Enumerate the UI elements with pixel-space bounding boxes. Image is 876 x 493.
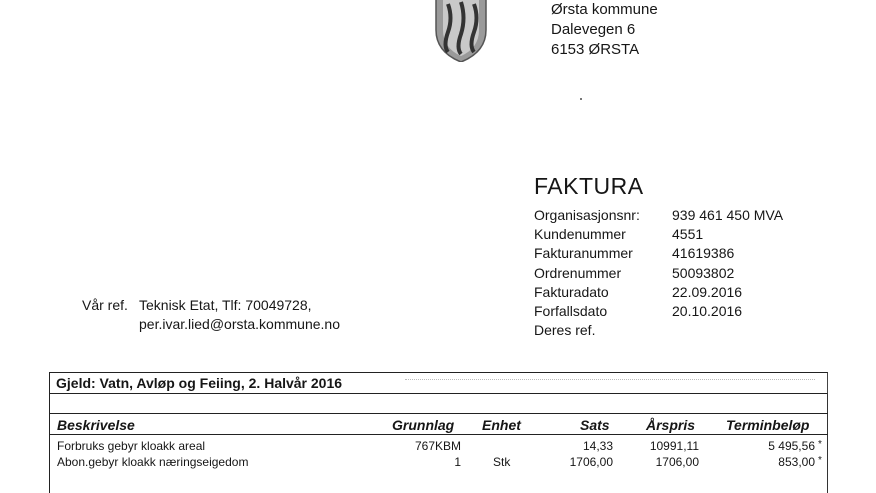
cell-sats: 1706,00 [569, 455, 613, 469]
cell-arspris: 1706,00 [655, 455, 699, 469]
cell-beskrivelse: Abon.gebyr kloakk næringseigedom [57, 455, 249, 469]
header-sats: Sats [580, 417, 610, 433]
cell-terminbelop: 853,00 [778, 455, 815, 469]
sender-name: Ørsta kommune [551, 1, 658, 18]
cell-enhet: Stk [493, 455, 511, 469]
sender-street: Dalevegen 6 [551, 21, 636, 38]
header-beskrivelse: Beskrivelse [57, 417, 135, 433]
sender-city: 6153 ØRSTA [551, 41, 640, 58]
cell-grunnlag: 767KBM [414, 439, 461, 453]
dotted-line [405, 379, 815, 380]
cell-arspris: 10991,11 [649, 439, 699, 453]
meta-value: 20.10.2016 [672, 302, 743, 319]
meta-value: 50093802 [672, 264, 735, 281]
meta-label: Fakturadato [534, 283, 609, 300]
meta-value: 939 461 450 MVA [672, 207, 784, 223]
meta-label: Deres ref. [534, 322, 596, 339]
cell-sats: 14,33 [582, 439, 613, 453]
reference-contact: Teknisk Etat, Tlf: 70049728, [139, 297, 312, 313]
scan-speck [580, 98, 582, 100]
cell-grunnlag: 1 [454, 455, 461, 469]
meta-label: Ordrenummer [534, 264, 622, 281]
header-terminbelop: Terminbeløp [726, 417, 810, 433]
meta-label: Forfallsdato [534, 302, 608, 319]
meta-label: Organisasjonsnr: [534, 207, 640, 223]
municipal-crest-logo [434, 0, 488, 62]
cell-mark: * [818, 455, 822, 466]
header-grunnlag: Grunnlag [392, 417, 455, 433]
meta-value: 41619386 [672, 245, 735, 262]
reference-email: per.ivar.lied@orsta.kommune.no [139, 316, 340, 332]
meta-label: Kundenummer [534, 226, 626, 243]
table-row [49, 455, 828, 470]
table-row [49, 439, 828, 454]
header-arspris: Årspris [646, 417, 696, 433]
table-header [49, 413, 828, 435]
cell-mark: * [818, 439, 822, 450]
gjeld-header-box [49, 372, 828, 394]
meta-value: 22.09.2016 [672, 283, 743, 300]
cell-terminbelop: 5 495,56 [768, 439, 815, 453]
invoice-title: FAKTURA [534, 173, 644, 199]
sender-address [551, 0, 658, 60]
header-enhet: Enhet [482, 417, 521, 433]
meta-label: Fakturanummer [534, 245, 633, 262]
gjeld-title: Gjeld: Vatn, Avløp og Feiing, 2. Halvår 2016 [56, 375, 343, 391]
reference-label: Vår ref. [82, 297, 128, 313]
cell-beskrivelse: Forbruks gebyr kloakk areal [57, 439, 206, 453]
meta-value: 4551 [672, 226, 704, 243]
